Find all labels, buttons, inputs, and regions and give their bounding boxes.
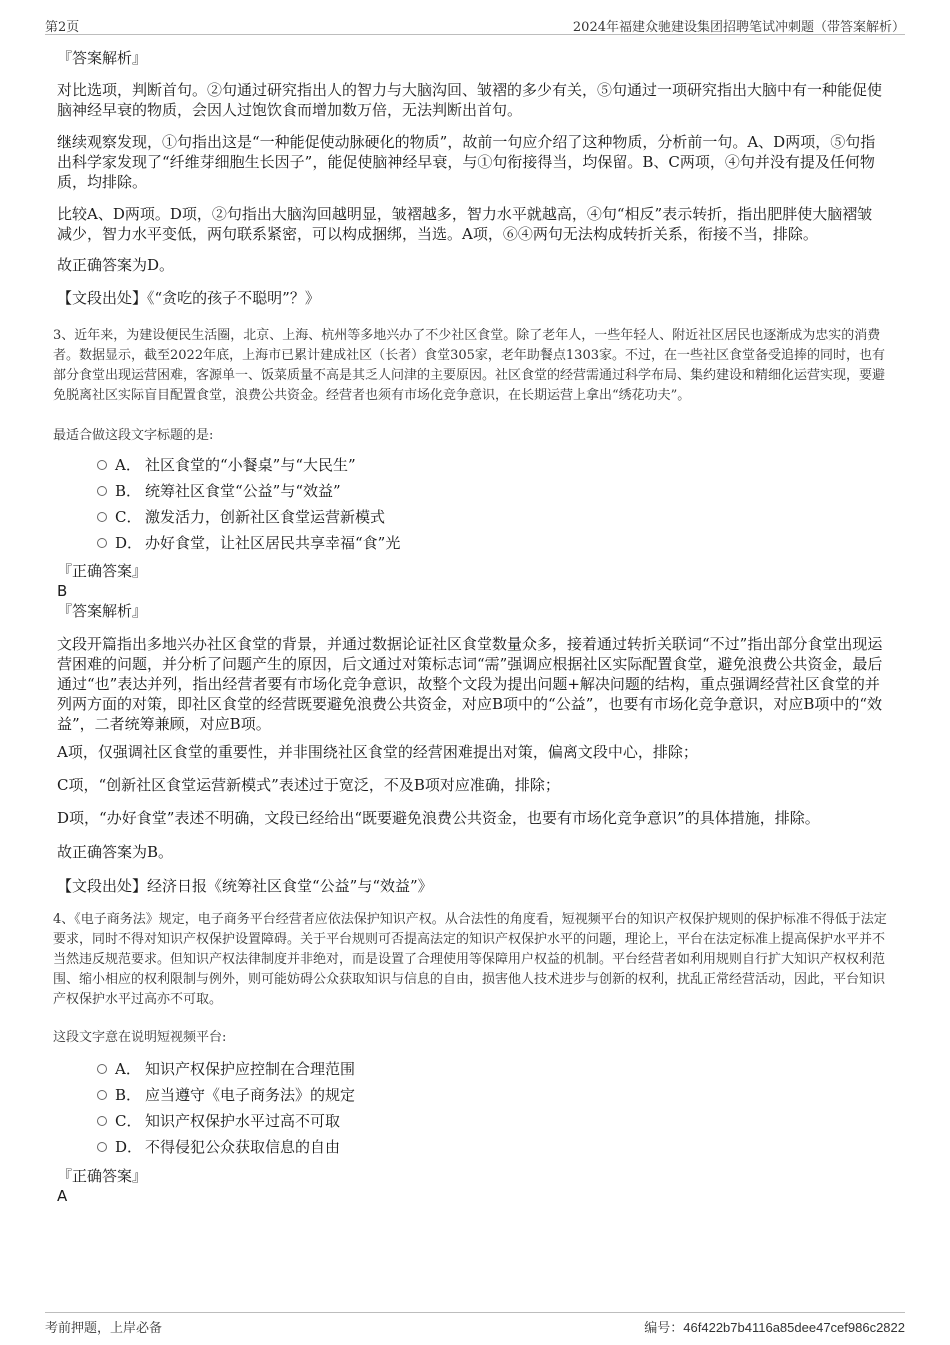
radio-icon[interactable] [97,1064,107,1074]
q4-answer-label: 『正确答案』 [57,1167,148,1185]
radio-icon[interactable] [97,1090,107,1100]
q4-options [97,1056,355,1160]
q3-analysis-p3: C项，“创新社区食堂运营新模式”表述过于宽泛，不及B项对应准确，排除； [57,776,560,794]
q2-analysis-label: 『答案解析』 [57,49,148,67]
q3-option-a[interactable]: A． 社区食堂的“小餐桌”与“大民生” [97,452,400,478]
q4-option-b[interactable]: B． 应当遵守《电子商务法》的规定 [97,1082,355,1108]
radio-icon[interactable] [97,512,107,522]
q3-answer-line: 故正确答案为B。 [57,843,174,861]
code-value: 46f422b7b4116a85dee47cef986c2822 [683,1320,905,1335]
q3-answer-label: 『正确答案』 [57,562,148,580]
page-header [45,14,905,35]
q3-answer: B [57,582,68,600]
q4-question: 这段文字意在说明短视频平台: [53,1030,227,1045]
q4-option-c[interactable]: C． 知识产权保护水平过高不可取 [97,1108,355,1134]
footer-slogan: 考前押题，上岸必备 [45,1321,163,1336]
q3-option-b[interactable]: B． 统筹社区食堂“公益”与“效益” [97,478,400,504]
q4-answer: A [57,1187,68,1205]
q3-options [97,452,400,556]
q4-option-d[interactable]: D． 不得侵犯公众获取信息的自由 [97,1134,355,1160]
page-footer [45,1312,905,1335]
q2-analysis-p3: 比较A、D两项。D项，②句指出大脑沟回越明显，皱褶越多，智力水平就越高，④句“相反”表示转折，指出肥胖使大脑褶皱减少，智力水平变低，两句联系紧密，可以构成捆绑，当选。A项，⑥④两句无法构成转折关系，衔接不当，排除。 [57,205,873,243]
q2-answer-line: 故正确答案为D。 [57,256,175,274]
q3-analysis-p1: 文段开篇指出多地兴办社区食堂的背景，并通过数据论证社区食堂数量众多，接着通过转折关联词“不过”指出部分食堂出现运营困难的问题，并分析了问题产生的原因，后文通过对策标志词“需”强调应根据社区实际配置食堂，避免浪费公共资金，最后通过“也”表达并列，指出经营者要有市场化竞争意识，故整个文段为提出问题+解决问题的结构，重点强调经营社区食堂的并列两方面的对策，即社区食堂的经营既要避免浪费公共资金，对应B项中的“公益”，也要有市场化竞争意识，对应B项中的“效益”，二者统筹兼顾，对应B项。 [57,635,883,733]
q4-stem: 4、《电子商务法》规定，电子商务平台经营者应依法保护知识产权。从合法性的角度看，短视频平台的知识产权保护规则的保护标准不得低于法定要求，同时不得对知识产权保护设置障碍。关于平台规则可否提高法定的知识产权保护水平的问题，理论上，平台在法定标准上提高保护水平并不当然违反规范要求。但知识产权法律制度并非绝对，而是设置了合理使用等保障用户权益的机制。平台经营者如利用规则自行扩大知识产权权利范围、缩小相应的权利限制与例外，则可能妨碍公众获取知识与信息的自由，损害他人技术进步与创新的权利，扰乱正常经营活动，因此，平台知识产权保护水平过高亦不可取。 [53,912,887,1007]
radio-icon[interactable] [97,1142,107,1152]
q3-question: 最适合做这段文字标题的是: [53,428,214,443]
radio-icon[interactable] [97,486,107,496]
q2-analysis-p2: 继续观察发现，①句指出这是“一种能促使动脉硬化的物质”，故前一句应介绍了这种物质，分析前一句。A、D两项，⑤句指出科学家发现了“纤维芽细胞生长因子”，能促使脑神经早衰，与①句衔接得当，均保留。B、C两项，④句并没有提及任何物质，均排除。 [57,133,876,191]
radio-icon[interactable] [97,460,107,470]
q2-source: 【文段出处】《“贪吃的孩子不聪明”？》 [57,289,320,307]
q3-source: 【文段出处】经济日报《统筹社区食堂“公益”与“效益”》 [57,877,433,895]
q3-stem: 3、近年来，为建设便民生活圈，北京、上海、杭州等多地兴办了不少社区食堂。除了老年人，一些年轻人、附近社区居民也逐渐成为忠实的消费者。数据显示，截至2022年底，上海市已累计建成社区（长者）食堂305家，老年助餐点1303家。不过，在一些社区食堂备受追捧的同时，也有部分食堂出现运营困难，客源单一、饭菜质量不高是其乏人问津的主要原因。社区食堂的经营需通过科学布局、集约建设和精细化运营实现，要避免脱离社区实际盲目配置食堂，浪费公共资金。经营者也须有市场化竞争意识，在长期运营上拿出“绣花功夫”。 [53,328,886,403]
radio-icon[interactable] [97,1116,107,1126]
q3-option-d[interactable]: D． 办好食堂，让社区居民共享幸福“食”光 [97,530,400,556]
q2-analysis-p1: 对比选项，判断首句。②句通过研究指出人的智力与大脑沟回、皱褶的多少有关，⑤句通过一项研究指出大脑中有一种能促使脑神经早衰的物质，会因人过饱饮食而增加数万倍，无法判断出首句。 [57,81,883,119]
q3-analysis-p2: A项，仅强调社区食堂的重要性，并非围绕社区食堂的经营困难提出对策，偏离文段中心，排除； [57,743,698,761]
code-label: 编号： [644,1321,684,1336]
q3-analysis-p4: D项，“办好食堂”表述不明确，文段已经给出“既要避免浪费公共资金，也要有市场化竞争意识”的具体措施，排除。 [57,809,820,827]
radio-icon[interactable] [97,538,107,548]
page-number: 第2页 [45,20,80,35]
document-title: 2024年福建众驰建设集团招聘笔试冲刺题（带答案解析） [572,20,905,35]
q3-option-c[interactable]: C． 激发活力，创新社区食堂运营新模式 [97,504,400,530]
q3-analysis-label: 『答案解析』 [57,602,148,620]
q4-option-a[interactable]: A． 知识产权保护应控制在合理范围 [97,1056,355,1082]
document-code [644,1317,905,1336]
